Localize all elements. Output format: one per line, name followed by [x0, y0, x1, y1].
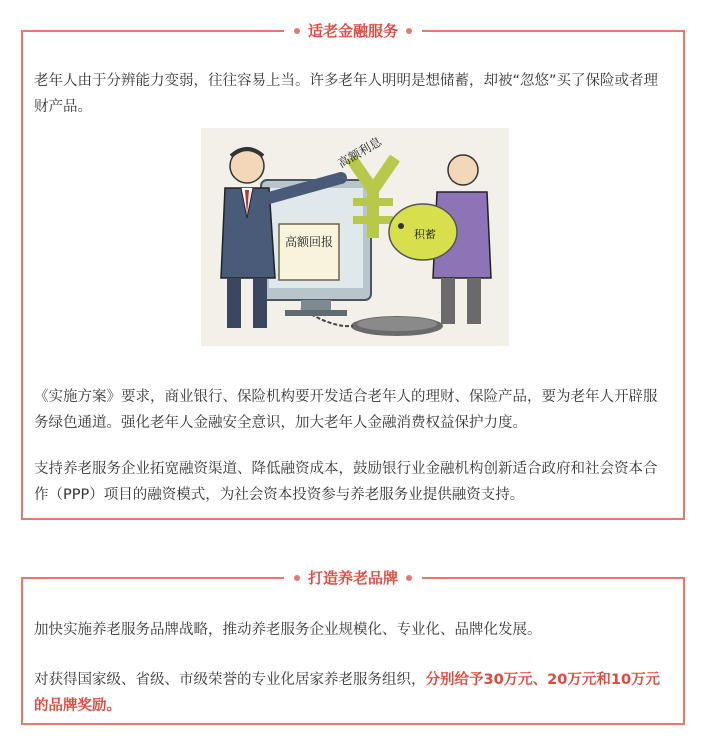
policy-paragraph: 《实施方案》要求，商业银行、保险机构要开发适合老年人的理财、保险产品，要为老年人开辟服务绿色通道。强化老年人金融安全意识，加大老年人金融消费权益保护力度。 [34, 389, 658, 431]
section-header [23, 20, 683, 42]
brand-strategy-paragraph: 加快实施养老服务品牌战略，推动养老服务企业规模化、专业化、品牌化发展。 [34, 622, 542, 638]
header-right-dot [406, 575, 412, 581]
financing-paragraph: 支持养老服务企业拓宽融资渠道、降低融资成本，鼓励银行业金融机构创新适合政府和社会资本合作（PPP）项目的融资模式，为社会资本投资参与养老服务业提供融资支持。 [34, 461, 658, 503]
illustration-return-label: 高额回报 [284, 235, 334, 249]
section-title: 适老金融服务 [307, 22, 398, 40]
award-text: 对获得国家级、省级、市级荣誉的专业化居家养老服务组织， [34, 672, 426, 688]
award-highlight: 分别给予30万元、20万元和10万元的品牌奖励。 [34, 672, 661, 714]
section-header [23, 567, 683, 589]
illustration-savings-label: 积蓄 [414, 228, 436, 241]
header-right-dot [406, 28, 412, 34]
cartoon-illustration [201, 128, 509, 346]
header-left-dot [294, 28, 300, 34]
illustration-interest-label: 高额利息 [335, 134, 385, 171]
section-financial-services [21, 22, 685, 520]
section-elderly-brand [21, 569, 685, 725]
brand-award-paragraph [34, 667, 671, 719]
intro-paragraph: 老年人由于分辨能力变弱，往往容易上当。许多老年人明明是想储蓄，却被“忽悠”买了保险或者理财产品。 [34, 73, 659, 115]
section-title: 打造养老品牌 [307, 569, 398, 587]
header-left-dot [294, 575, 300, 581]
